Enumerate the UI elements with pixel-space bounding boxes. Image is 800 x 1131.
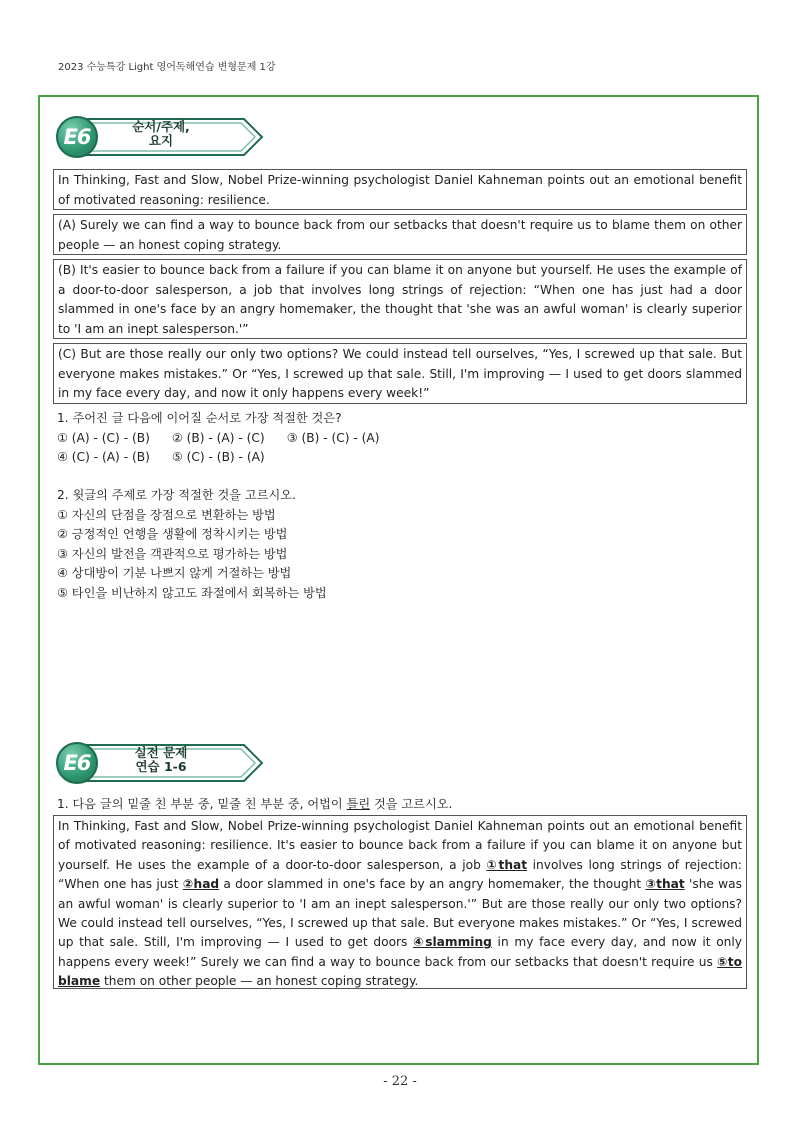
question-2-stem: 2. 윗글의 주제로 가장 적절한 것을 고르시오.	[57, 488, 296, 502]
page-number: - 22 -	[383, 1074, 417, 1089]
question-2	[57, 486, 327, 603]
badge-label-line1: 순서/주제,	[132, 119, 190, 134]
passage-text: involves long strings of rejection: “When one has just	[58, 857, 742, 892]
option-2[interactable]: ② 긍정적인 언행을 생활에 정착시키는 방법	[57, 527, 288, 541]
question-1-options-row1	[57, 429, 402, 449]
section-badge-practice	[56, 740, 188, 786]
question-1-stem: 1. 주어진 글 다음에 이어질 순서로 가장 적절한 것은?	[57, 411, 342, 425]
badge-label	[116, 746, 206, 774]
question-1	[57, 409, 402, 468]
practice-passage	[53, 815, 747, 989]
stem-key-word: 틀린	[346, 797, 371, 811]
option-4[interactable]: ④ 상대방이 기분 나쁘지 않게 거절하는 방법	[57, 566, 292, 580]
underlined-choice-4[interactable]: ④slamming	[413, 935, 492, 950]
passage-text: them on other people — an honest coping strategy.	[100, 974, 419, 989]
option-5[interactable]: ⑤ 타인을 비난하지 않고도 좌절에서 회복하는 방법	[57, 585, 327, 600]
intro-passage: In Thinking, Fast and Slow, Nobel Prize-winning psychologist Daniel Kahneman points out an emotional benefit of motivated reasoning: resilience.	[53, 169, 747, 210]
badge-label-line2: 연습 1-6	[135, 759, 187, 774]
document-header: 2023 수능특강 Light 영어독해연습 변형문제 1강	[58, 62, 276, 73]
badge-label	[116, 120, 206, 148]
option-3[interactable]: ③ (B) - (C) - (A)	[286, 430, 380, 445]
option-5[interactable]: ⑤ (C) - (B) - (A)	[171, 450, 265, 464]
stem-text: 1. 다음 글의 밑줄 친 부분 중, 밑줄 친 부분 중, 어법이	[57, 797, 347, 811]
option-1[interactable]: ① 자신의 단점을 장점으로 변환하는 방법	[57, 507, 276, 522]
badge-code: E6	[56, 742, 98, 784]
passage-text: in my face every day, and now it only happens every week!” Surely we can find a way to bounce back from our setbacks that doesn't require us	[58, 935, 743, 969]
badge-label-line2: 요지	[148, 133, 174, 148]
underlined-choice-2[interactable]: ②had	[182, 877, 220, 892]
passage-text: a door slammed in one's face by an angry homemaker, the thought	[219, 877, 646, 892]
option-2[interactable]: ② (B) - (A) - (C)	[171, 430, 265, 445]
underlined-choice-1[interactable]: ①that	[486, 857, 528, 872]
badge-label-line1: 실전 문제	[134, 745, 188, 760]
option-3[interactable]: ③ 자신의 발전을 객관적으로 평가하는 방법	[57, 546, 288, 561]
underlined-choice-5[interactable]: ⑤to blame	[58, 954, 742, 989]
section-badge-order-topic	[56, 114, 190, 160]
passage-text: In Thinking, Fast and Slow, Nobel Prize-winning psychologist Daniel Kahneman points out an emotional benefit of motivated reasoning: resilience. It's easier to bounce back from a failure if you can blame it on anyone but yourself. He uses the example of a door-to-door salesperson, a job	[58, 819, 742, 872]
paragraph-b: (B) It's easier to bounce back from a failure if you can blame it on anyone but yourself. He uses the example of a door-to-door salesperson, a job that involves long strings of rejection: “When one has just had a door slammed in one's face by an angry homemaker, the thought that 'she was an awful woman' is clearly superior to 'I am an inept salesperson.'”	[53, 259, 747, 339]
underlined-choice-3[interactable]: ③that	[645, 877, 685, 892]
stem-text-end: 것을 고르시오.	[370, 797, 453, 811]
question-1-options-row2	[57, 448, 402, 468]
practice-question-1-stem	[57, 795, 452, 815]
paragraph-a: (A) Surely we can find a way to bounce back from our setbacks that doesn't require us to blame them on other people — an honest coping strategy.	[53, 214, 747, 255]
badge-code: E6	[56, 116, 98, 158]
option-1[interactable]: ① (A) - (C) - (B)	[57, 430, 150, 445]
option-4[interactable]: ④ (C) - (A) - (B)	[57, 450, 150, 464]
passage-text: 'she was an awful woman' is clearly superior to 'I am an inept salesperson.'” But are those really our only two options? We could instead tell ourselves, “Yes, I screwed up that sale. But everyone makes mistakes.” Or “Yes, I screwed up that sale. Still, I'm improving — I used to get doors	[58, 877, 742, 950]
paragraph-c: (C) But are those really our only two options? We could instead tell ourselves, “Yes, I screwed up that sale. But everyone makes mistakes.” Or “Yes, I screwed up that sale. Still, I'm improving — I used to get doors slammed in my face every day, and now it only happens every week!”	[53, 343, 747, 404]
